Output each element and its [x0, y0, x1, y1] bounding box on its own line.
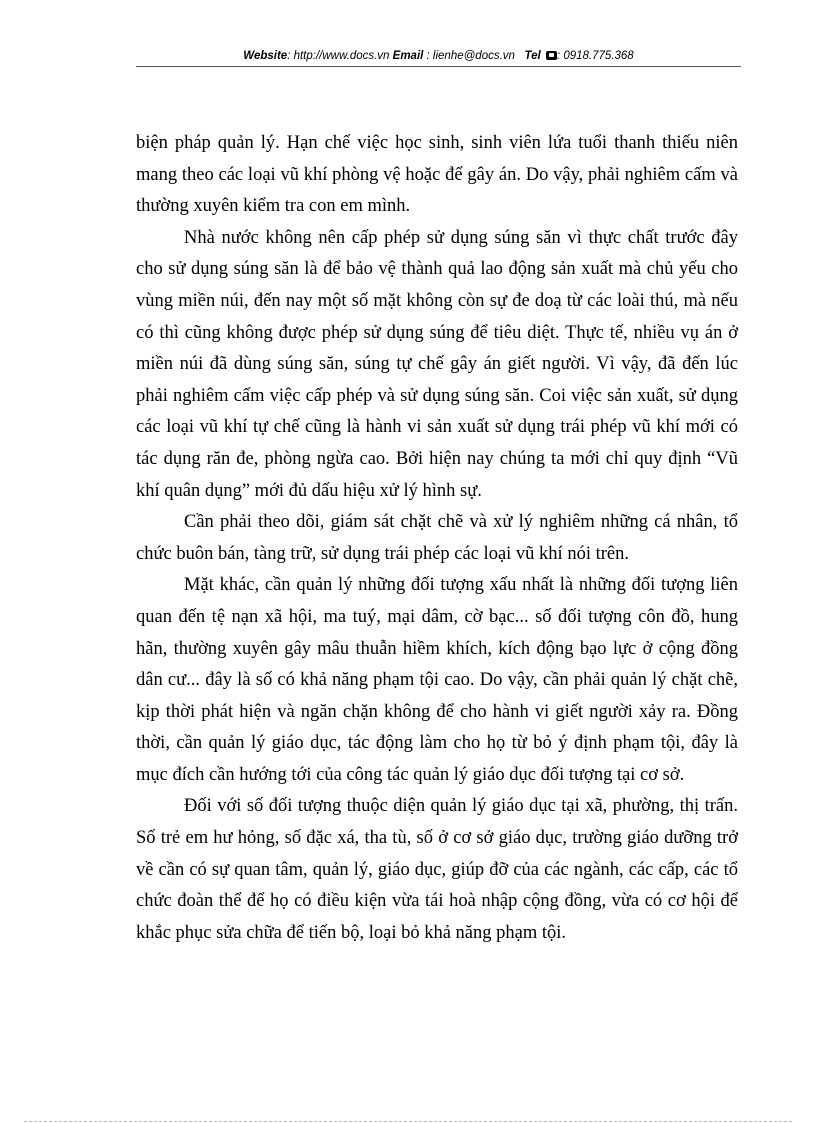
paragraph-1: biện pháp quản lý. Hạn chế việc học sinh, sinh viên lứa tuổi thanh thiếu niên mang theo các loại vũ khí phòng vệ hoặc để gây án. Do vậy, phải nghiêm cấm và thường xuyên kiểm tra con em mình. — [136, 133, 738, 217]
website-value: : http://www.docs.vn — [287, 50, 390, 62]
email-label: Email — [392, 50, 424, 62]
page-bottom-divider — [24, 1121, 792, 1122]
email-value: : lienhe@docs.vn — [423, 50, 515, 62]
header-divider — [136, 66, 741, 67]
website-label: Website — [243, 50, 288, 62]
tel-label: Tel — [524, 50, 541, 62]
paragraph-5: Đối với số đối tượng thuộc diện quản lý giáo dục tại xã, phường, thị trấn. Số trẻ em hư hỏng, số đặc xá, tha tù, số ở cơ sở giáo dục, trường giáo dưỡng trở về cần có sự quan tâm, quản lý, giáo dục, giúp đỡ của các ngành, các cấp, các tổ chức đoàn thể để họ có điều kiện vừa tái hoà nhập cộng đồng, vừa có cơ hội để khắc phục sửa chữa để tiến bộ, loại bỏ khả năng phạm tội. — [136, 796, 738, 943]
paragraph-2: Nhà nước không nên cấp phép sử dụng súng săn vì thực chất trước đây cho sử dụng súng săn là để bảo vệ thành quả lao động sản xuất mà chủ yếu cho vùng miền núi, đến nay một số mặt không còn sự đe doạ từ các loài thú, mà nếu có thì cũng không được phép sử dụng súng để tiêu diệt. Thực tế, nhiều vụ án ở miền núi đã dùng súng săn, súng tự chế gây án giết người. Vì vậy, đã đến lúc phải nghiêm cấm việc cấp phép và sử dụng súng săn. Coi việc sản xuất, sử dụng các loại vũ khí tự chế cũng là hành vi sản xuất sử dụng trái phép vũ khí mới có tác dụng răn đe, phòng ngừa cao. Bởi hiện nay chúng ta mới chỉ quy định “Vũ khí quân dụng” mới đủ dấu hiệu xử lý hình sự. — [136, 227, 738, 501]
phone-icon — [546, 51, 557, 60]
paragraph-3: Cần phải theo dõi, giám sát chặt chẽ và xử lý nghiêm những cá nhân, tổ chức buôn bán, tàng trữ, sử dụng trái phép các loại vũ khí nói trên. — [136, 512, 738, 564]
page-header — [136, 48, 741, 66]
document-body — [136, 128, 738, 949]
paragraph-4: Mặt khác, cần quản lý những đối tượng xấu nhất là những đối tượng liên quan đến tệ nạn xã hội, ma tuý, mại dâm, cờ bạc... số đối tượng côn đồ, hung hãn, thường xuyên gây mâu thuẫn hiềm khích, kích động bạo lực ở cộng đồng dân cư... đây là số có khả năng phạm tội cao. Do vậy, cần phải quản lý chặt chẽ, kịp thời phát hiện và ngăn chặn không để cho hành vi giết người xảy ra. Đồng thời, cần quản lý giáo dục, tác động làm cho họ từ bỏ ý định phạm tội, đây là mục đích cần hướng tới của công tác quản lý giáo dục đối tượng tại cơ sở. — [136, 575, 738, 785]
tel-value: : 0918.775.368 — [556, 50, 634, 62]
